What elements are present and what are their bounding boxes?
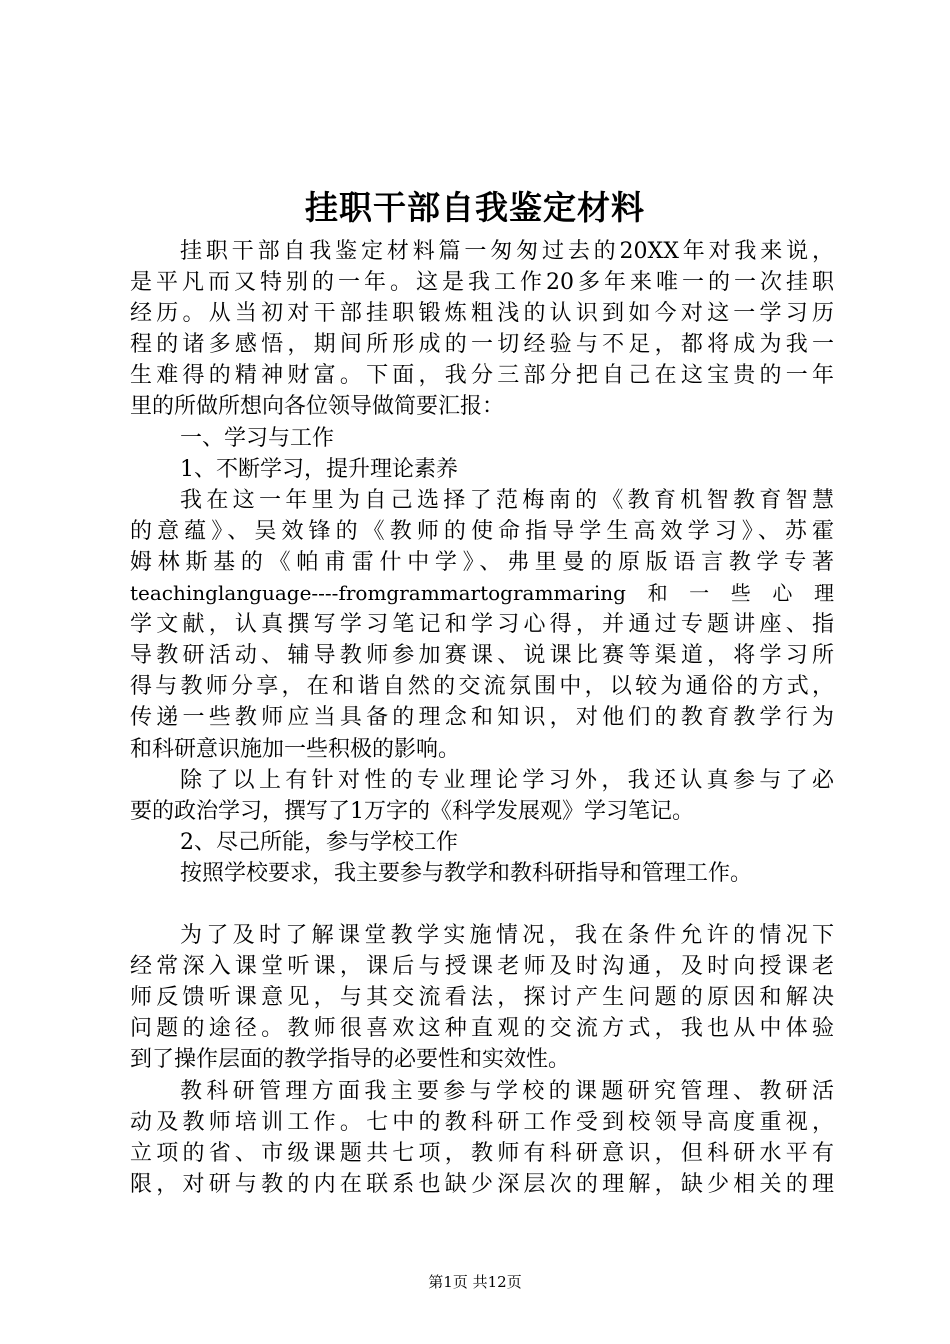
document-body (130, 236, 834, 1200)
page-footer: 第1页 共12页 (428, 1273, 522, 1291)
paragraph-line: 立项的省、市级课题共七项，教师有科研意识，但科研水平有 (130, 1140, 834, 1166)
paragraph-line: 学文献，认真撰写学习笔记和学习心得，并通过专题讲座、指 (130, 612, 834, 638)
blank-line (130, 889, 834, 920)
paragraph-line: 传递一些教师应当具备的理念和知识，对他们的教育教学行为 (130, 705, 834, 731)
paragraph-line: 和科研意识施加一些积极的影响。 (130, 736, 461, 762)
paragraph-line: 里的所做所想向各位领导做简要汇报： (130, 394, 505, 420)
paragraph-line: 挂职干部自我鉴定材料篇一匆匆过去的20XX年对我来说， (180, 239, 834, 264)
paragraph-line: 经常深入课堂听课，课后与授课老师及时沟通，及时向授课老 (130, 954, 834, 980)
section-heading: 一、学习与工作 (180, 425, 335, 451)
paragraph-line: 按照学校要求，我主要参与教学和教科研指导和管理工作。 (180, 860, 753, 886)
paragraph-line: 的意蕴》、吴效锋的《教师的使命指导学生高效学习》、苏霍 (130, 518, 834, 544)
paragraph-line: 问题的途径。教师很喜欢这种直观的交流方式，我也从中体验 (130, 1016, 834, 1042)
paragraph-line: 除了以上有针对性的专业理论学习外，我还认真参与了必 (180, 767, 834, 793)
document-title: 挂职干部自我鉴定材料 (305, 188, 645, 227)
paragraph-line: 得与教师分享，在和谐自然的交流氛围中，以较为通俗的方式， (130, 674, 834, 700)
paragraph-line: teachinglanguage----fromgrammartogrammaring和一些心理 (130, 581, 834, 606)
paragraph-line: 教科研管理方面我主要参与学校的课题研究管理、教研活 (180, 1078, 834, 1104)
paragraph-line: 程的诸多感悟，期间所形成的一切经验与不足，都将成为我一 (130, 332, 834, 358)
paragraph-line: 为了及时了解课堂教学实施情况，我在条件允许的情况下 (180, 923, 834, 949)
subsection-heading: 1、不断学习，提升理论素养 (180, 456, 458, 482)
paragraph-line: 我在这一年里为自己选择了范梅南的《教育机智教育智慧 (180, 487, 834, 513)
paragraph-line: 限，对研与教的内在联系也缺少深层次的理解，缺少相关的理 (130, 1171, 834, 1197)
paragraph-line: 动及教师培训工作。七中的教科研工作受到校领导高度重视， (130, 1109, 834, 1135)
paragraph-line: 经历。从当初对干部挂职锻炼粗浅的认识到如今对这一学习历 (130, 301, 834, 327)
paragraph-line: 到了操作层面的教学指导的必要性和实效性。 (130, 1047, 571, 1073)
paragraph-line: 生难得的精神财富。下面，我分三部分把自己在这宝贵的一年 (130, 363, 834, 389)
paragraph-line: 要的政治学习，撰写了1万字的《科学发展观》学习笔记。 (130, 798, 694, 824)
paragraph-line: 师反馈听课意见，与其交流看法，探讨产生问题的原因和解决 (130, 985, 834, 1011)
paragraph-line: 姆林斯基的《帕甫雷什中学》、弗里曼的原版语言教学专著 (130, 549, 834, 575)
paragraph-line: 是平凡而又特别的一年。这是我工作20多年来唯一的一次挂职 (130, 270, 834, 296)
paragraph-line: 导教研活动、辅导教师参加赛课、说课比赛等渠道，将学习所 (130, 643, 834, 669)
subsection-heading: 2、尽己所能，参与学校工作 (180, 829, 458, 855)
